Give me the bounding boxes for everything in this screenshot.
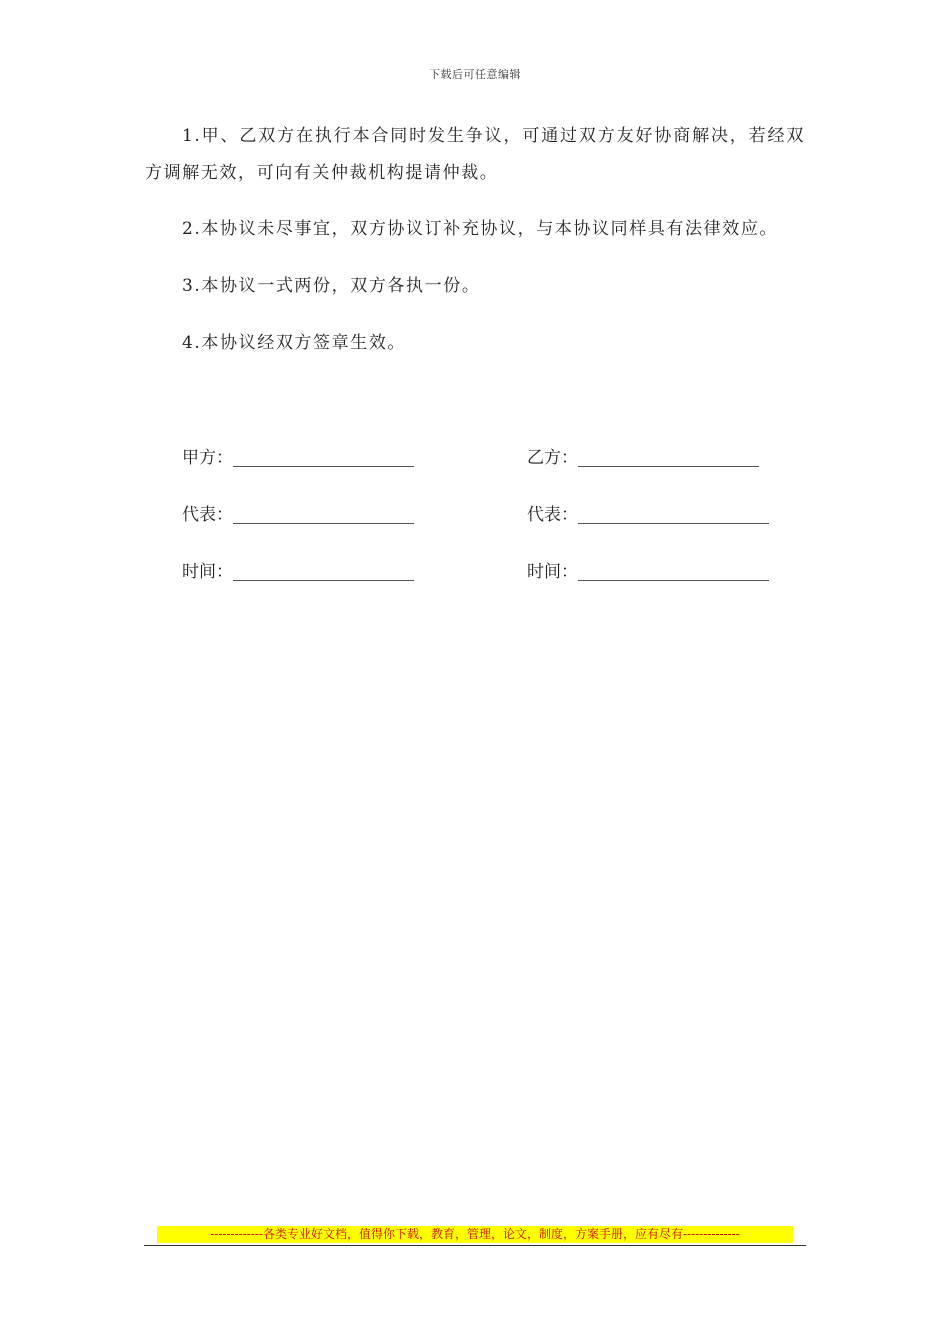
party-b-representative-label: 代表： [527,505,578,525]
footer-banner: -------------各类专业好文档，值得你下载，教育，管理，论文，制度，方案手册，应有尽有-------------- [157,1226,793,1243]
clause-2: 2.本协议未尽事宜，双方协议订补充协议，与本协议同样具有法律效应。 [182,219,779,239]
party-b-row [527,444,759,472]
party-a-date-label: 时间： [182,562,233,582]
party-b-date-label: 时间： [527,562,578,582]
clause-3: 3.本协议一式两份，双方各执一份。 [182,276,481,296]
footer-divider [144,1245,806,1246]
party-a-representative-label: 代表： [182,505,233,525]
clause-4: 4.本协议经双方签章生效。 [182,333,407,353]
party-b-date-field[interactable] [578,558,769,581]
clause-1: 1.甲、乙双方在执行本合同时发生争议，可通过双方友好协商解决，若经双方调解无效，可向有关仲裁机构提请仲裁。 [145,126,805,183]
party-a-label: 甲方： [182,448,233,468]
party-b-representative-row [527,501,769,529]
party-b-label: 乙方： [527,448,578,468]
party-a-row [182,444,414,472]
party-a-representative-row [182,501,414,529]
party-a-field[interactable] [233,444,414,467]
party-a-representative-field[interactable] [233,501,414,524]
party-b-field[interactable] [578,444,759,467]
party-a-date-row [182,558,414,586]
party-b-representative-field[interactable] [578,501,769,524]
party-b-date-row [527,558,769,586]
party-a-date-field[interactable] [233,558,414,581]
header-note: 下载后可任意编辑 [429,68,521,81]
